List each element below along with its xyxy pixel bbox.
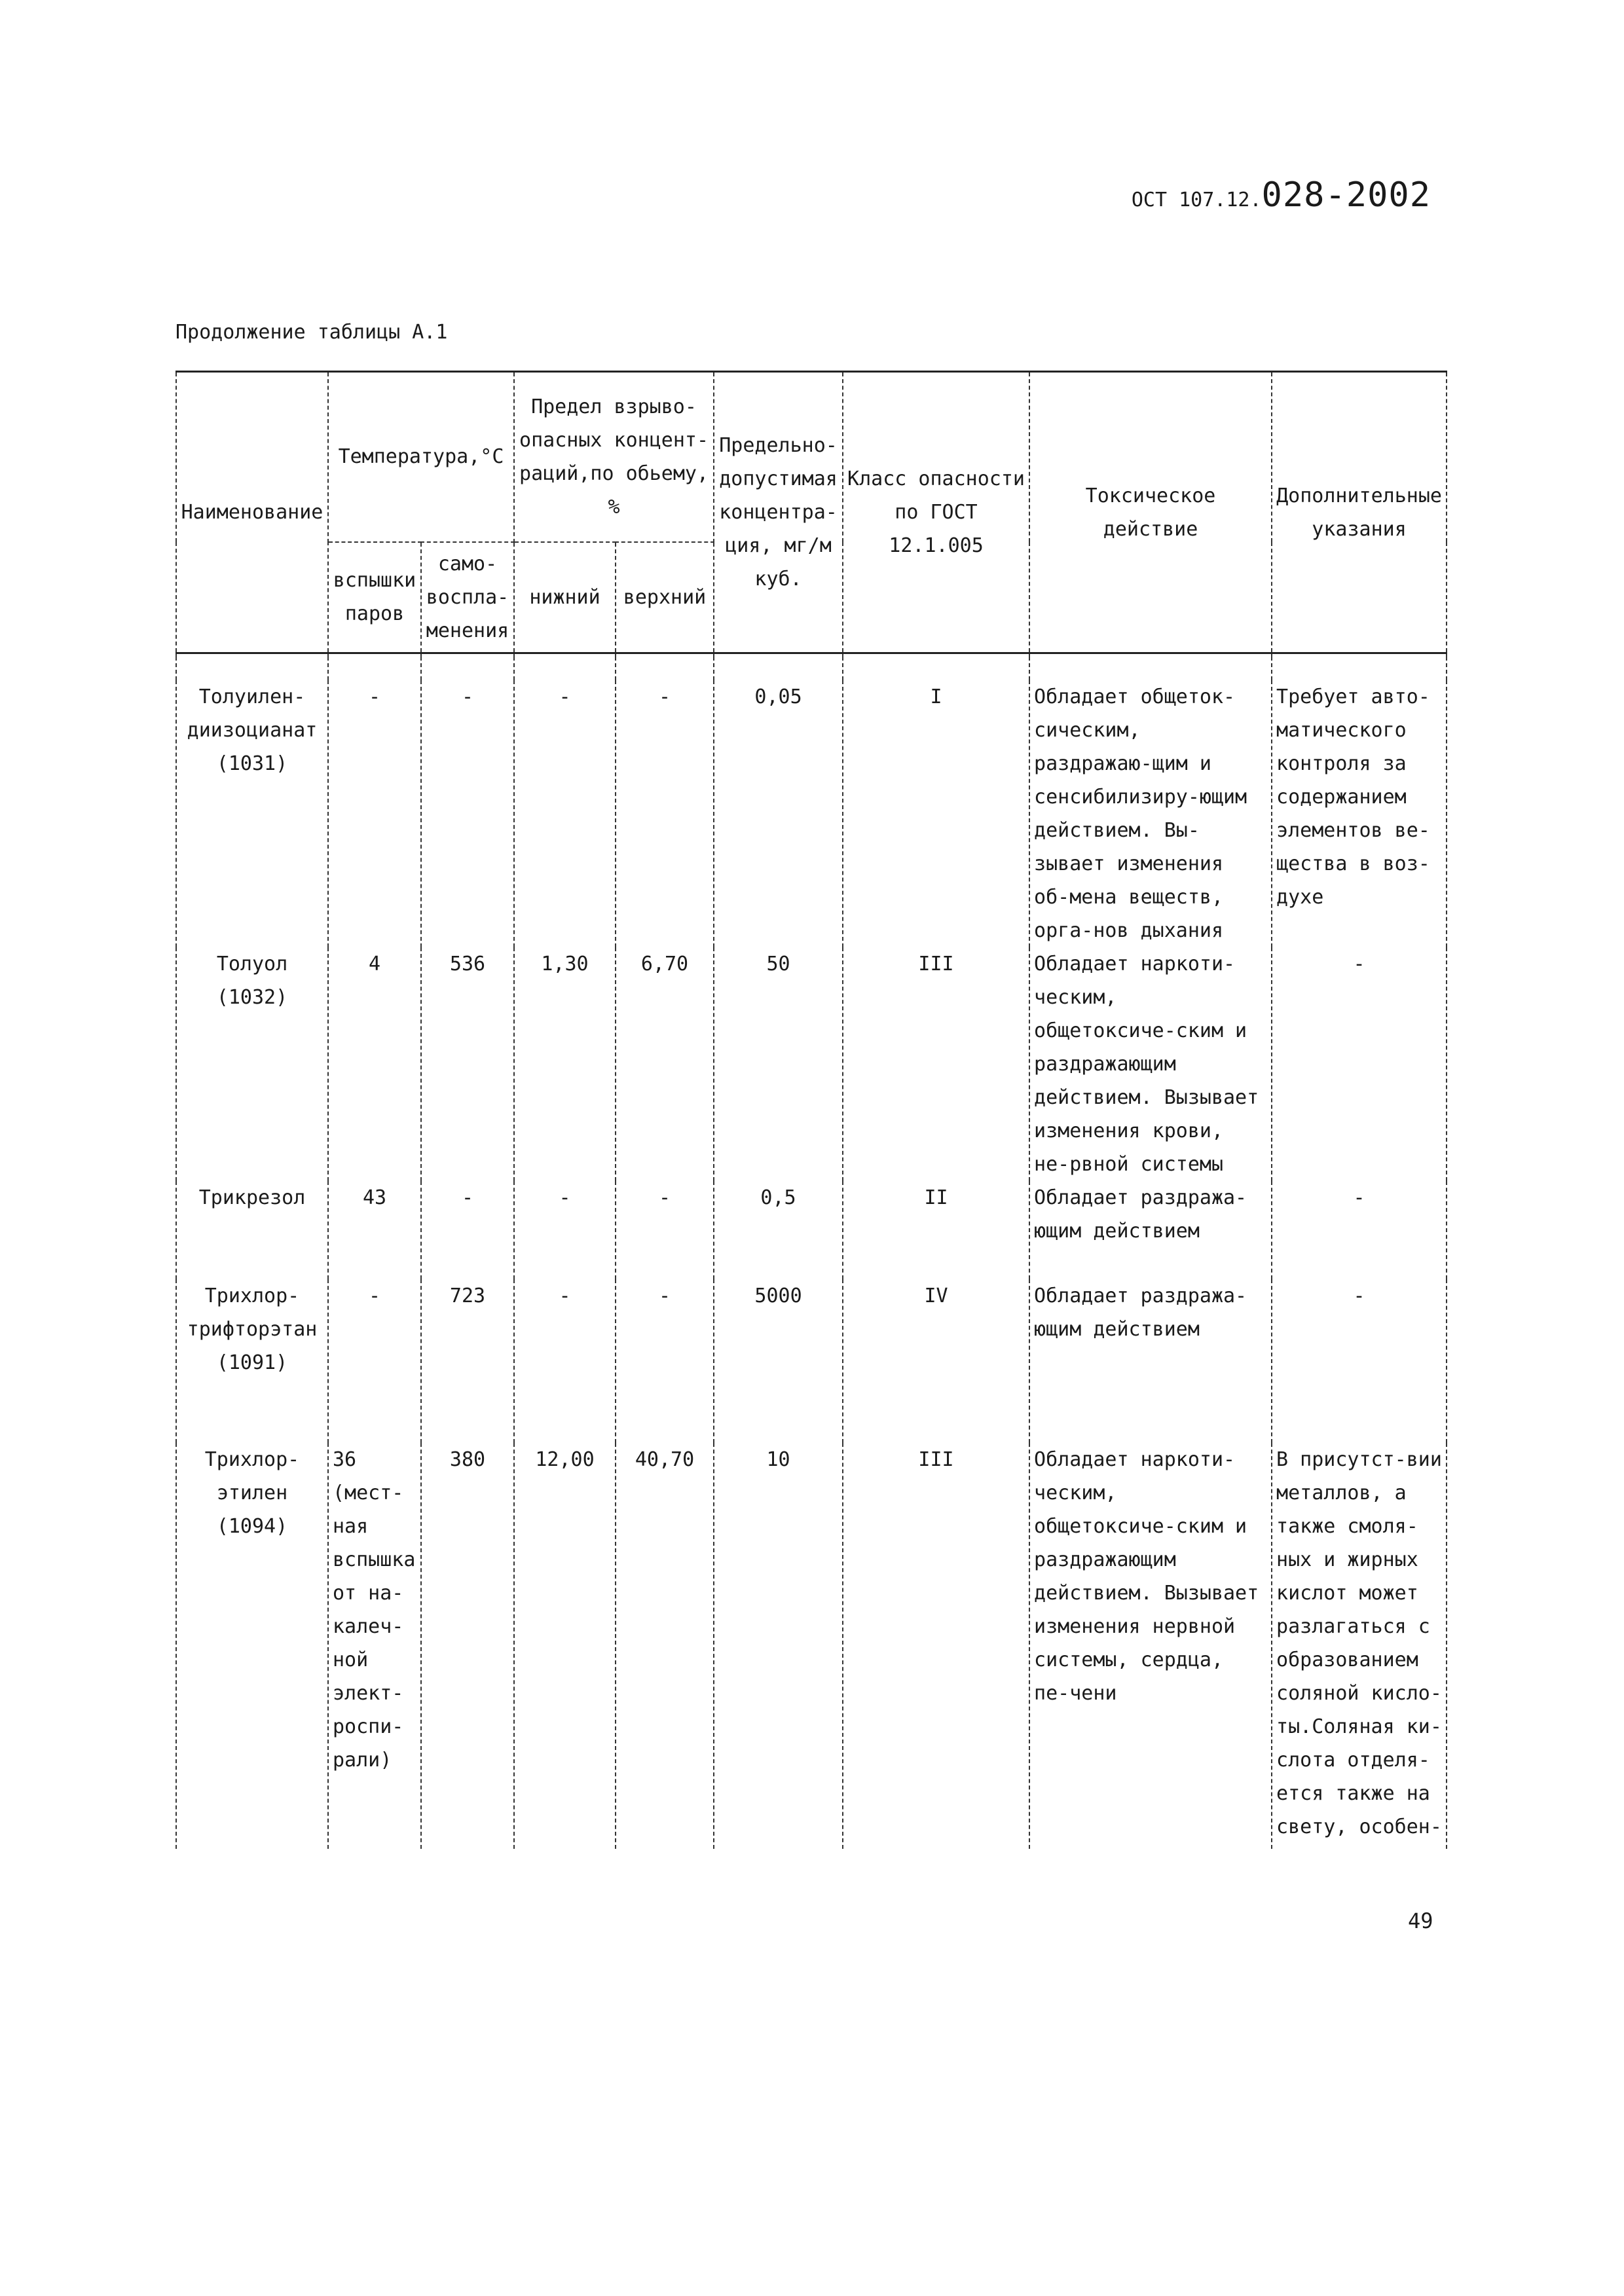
cell-toxic: Обладает наркоти-ческим, общетоксиче-ским и раздражающим действием. Вызывает изменения крови, не-рвной системы xyxy=(1029,947,1272,1181)
cell-extra: В присутст-вии металлов, а также смоля-ных и жирных кислот может разлагаться с образованием соляной кисло-ты.Соляная ки-слота отделя-ется также на свету, особен- xyxy=(1272,1443,1447,1849)
cell-hazard-class: III xyxy=(843,1443,1029,1849)
cell-lower: 1,30 xyxy=(514,947,616,1181)
cell-toxic: Обладает раздража-ющим действием xyxy=(1029,1181,1272,1279)
header-toxic: Токсическое действие xyxy=(1029,372,1272,653)
cell-upper: - xyxy=(616,1181,714,1279)
cell-lower: - xyxy=(514,680,616,947)
table-caption: Продолжение таблицы А.1 xyxy=(175,321,448,344)
cell-mac: 10 xyxy=(714,1443,843,1849)
cell-flash: - xyxy=(328,680,421,947)
hazard-table xyxy=(175,371,1447,1849)
header-hazard-class: Класс опасности по ГОСТ 12.1.005 xyxy=(843,372,1029,653)
cell-toxic: Обладает наркоти-ческим, общетоксиче-ским и раздражающим действием. Вызывает изменения нервной системы, сердца, пе-чени xyxy=(1029,1443,1272,1849)
cell-extra: - xyxy=(1272,1279,1447,1443)
table-row xyxy=(176,947,1447,1181)
cell-self-ignition: - xyxy=(421,680,514,947)
cell-flash: 36 (мест-ная вспышка от на-калеч-ной элект-роспи-рали) xyxy=(328,1443,421,1849)
cell-mac: 5000 xyxy=(714,1279,843,1443)
cell-mac: 0,05 xyxy=(714,680,843,947)
cell-mac: 0,5 xyxy=(714,1181,843,1279)
header-extra: Дополнительные указания xyxy=(1272,372,1447,653)
cell-self-ignition: 380 xyxy=(421,1443,514,1849)
cell-toxic: Обладает раздража-ющим действием xyxy=(1029,1279,1272,1443)
cell-upper: - xyxy=(616,1279,714,1443)
cell-flash: 4 xyxy=(328,947,421,1181)
cell-upper: 6,70 xyxy=(616,947,714,1181)
cell-name: Толуилен-диизоцианат (1031) xyxy=(176,680,328,947)
cell-lower: - xyxy=(514,1181,616,1279)
cell-hazard-class: II xyxy=(843,1181,1029,1279)
cell-self-ignition: 536 xyxy=(421,947,514,1181)
cell-name: Трихлор-этилен (1094) xyxy=(176,1443,328,1849)
header-temp-self: само-воспла-менения xyxy=(421,542,514,653)
header-explosion-limits: Предел взрыво-опасных концент-раций,по обьему, % xyxy=(514,372,714,542)
cell-flash: 43 xyxy=(328,1181,421,1279)
table-row xyxy=(176,680,1447,947)
cell-extra: Требует авто-матического контроля за содержанием элементов ве-щества в воз-духе xyxy=(1272,680,1447,947)
cell-extra: - xyxy=(1272,1181,1447,1279)
cell-upper: 40,70 xyxy=(616,1443,714,1849)
cell-mac: 50 xyxy=(714,947,843,1181)
table-row xyxy=(176,1443,1447,1849)
cell-hazard-class: I xyxy=(843,680,1029,947)
header-temperature: Температура,°С xyxy=(328,372,514,542)
cell-name: Трихлор-трифторэтан (1091) xyxy=(176,1279,328,1443)
cell-self-ignition: - xyxy=(421,1181,514,1279)
cell-name: Трикрезол xyxy=(176,1181,328,1279)
cell-toxic: Обладает общеток-сическим, раздражаю-щим и сенсибилизиру-ющим действием. Вы-зывает изменения об-мена веществ, орга-нов дыхания xyxy=(1029,680,1272,947)
page-number: 49 xyxy=(1408,1908,1433,1933)
header-lower: нижний xyxy=(514,542,616,653)
cell-lower: - xyxy=(514,1279,616,1443)
header-temp-flash: вспышки паров xyxy=(328,542,421,653)
cell-flash: - xyxy=(328,1279,421,1443)
cell-extra: - xyxy=(1272,947,1447,1181)
cell-upper: - xyxy=(616,680,714,947)
cell-hazard-class: III xyxy=(843,947,1029,1181)
cell-lower: 12,00 xyxy=(514,1443,616,1849)
header-mac: Предельно-допустимая концентра-ция, мг/м куб. xyxy=(714,372,843,653)
cell-self-ignition: 723 xyxy=(421,1279,514,1443)
table-row xyxy=(176,1279,1447,1443)
cell-name: Толуол (1032) xyxy=(176,947,328,1181)
table-row xyxy=(176,1181,1447,1279)
document-code: ОСТ 107.12.028-2002 xyxy=(1131,175,1431,215)
cell-hazard-class: IV xyxy=(843,1279,1029,1443)
header-name: Наименование xyxy=(176,372,328,653)
header-upper: верхний xyxy=(616,542,714,653)
